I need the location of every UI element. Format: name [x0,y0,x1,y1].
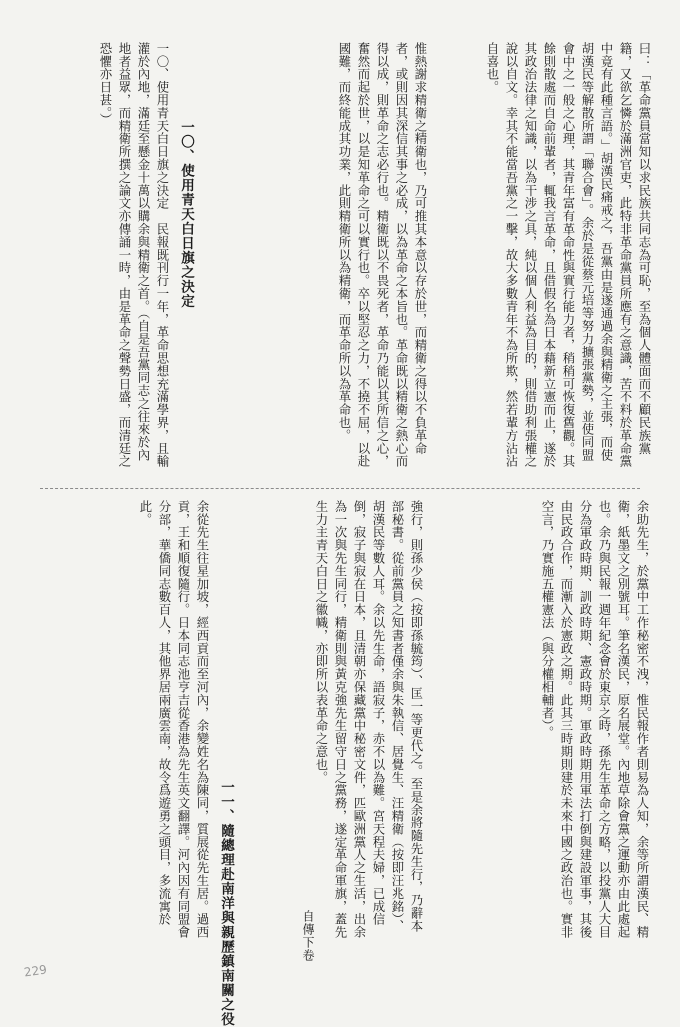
lower-text-block-right: 余助先生，於黨中工作秘密不洩，惟民報作者則易為人知，余等所謂漢民、精衛，紙墨文之別號耳。筆名漢民，原名展堂。內地草除會黨之運動亦由此處起也。余乃與民報一週年紀念會於東京之時，孫先生革命之方略，以投黨人大目分為軍政時期、訓政時期、憲政時期。軍政時期用軍法打倒與建設軍事，其後由民政合作，而漸入於憲政之期。此其三時期則建於未來中國之政治也。實非空言，乃實施五權憲法（與分權相輔者）。 [540,500,650,939]
running-head: 自傳下卷 [301,910,315,962]
upper-text-block-middle: 惟熱謝求精衛之精衛也，乃可推其本意以存於世，而精衛之得以不負革命者，或則因其深信其事之必成，以為革命之本旨也。革命既以精衛之熱心而得以成，則革命之志必行也。精衛既以不畏死者，革命乃能以其所信之心，奮然而起於世，以是知革命之可以實行也。卒以堅忍之力，不撓不屈，以赴國難，而終能成其功業，此則精衛所以為精衛，而革命所以為革命也。 [337,42,428,468]
lower-text-block-left: 余從先生往星加坡，經西貢而至河內，余變姓名為陳同，質展從先生居。過西貢，王和順復隨行。日本同志池亨吉從香港為先生英文翻譯。河內因有同盟會分部，華僑同志數百人，其他界居兩廣雲南，故令爲遊勇之頭目，多流寓於此。 [138,500,210,939]
upper-text-block-right: 曰：「革命黨員當知以求民族共同志為可恥，至為個人體面而不顧民族黨籍，又欲乞憐於滿洲官吏，此特非革命黨員所應有之意識，苦不料於革命黨中竟有此種言語。」胡漢民痛戒之，吾黨由是遂通過余與精衛之主張，而使胡漢民等解散所謂「聯合會」。余於是從蔡元培等努力擴張黨勢，並使同盟會中之一般之心理，其青年富有革命性與實行能力者，稍稍可恢復舊觀。其餘則散處而自命前輩者，輒我言革命，且借假名為日本藉新立憲而止，遂於其政治法律之知識，以為干涉之具，純以個人利益為目的，則借助利張權之說以自文。幸其不能當吾黨之一擊，故大多數青年不為所欺，然若輩方沾沾自喜也。 [485,42,652,468]
margin-note: 229 [23,962,48,980]
section-heading-11: 一一、隨總理赴南洋與親歷鎮南關之役 [218,780,234,1027]
section-divider [40,488,640,489]
section-heading-10: 一〇、使用青天白日旗之決定 [178,120,194,309]
lower-text-block-middle: 強行，則孫少侯（按即孫毓筠）、匡一等更代之。至是余將隨先生行，乃辭本部秘書。從前黨員之知書者僅余與朱執信、居覺生、汪精衛（按即汪兆銘）、胡漢民等數人耳。余以先生命，語寂子，赤不以為難。宮天程夫婦，已成信倒，寂子與寂在日本，且清朝亦保藏黨中秘密文件，匹歐洲黨人之生活，出余為一次與先生同行，精衛則與黃克強先生留守日之黨務，遂定革命軍旗，蓋先生力主青天白日之徽幟，亦即所以表革命之意也。 [314,500,424,939]
upper-text-block-left: 一〇、使用青天白日旗之決定 民報既刊行一年，革命思想充滿學界，且輸灌於內地，滿廷至懸金十萬以購余與精衛之首。（自是吾黨同志之往來於內地者益眾，而精衛所撰之論文亦傳誦一時，由是革命之聲勢日盛，而清廷之恐懼亦日甚。） [98,42,170,468]
